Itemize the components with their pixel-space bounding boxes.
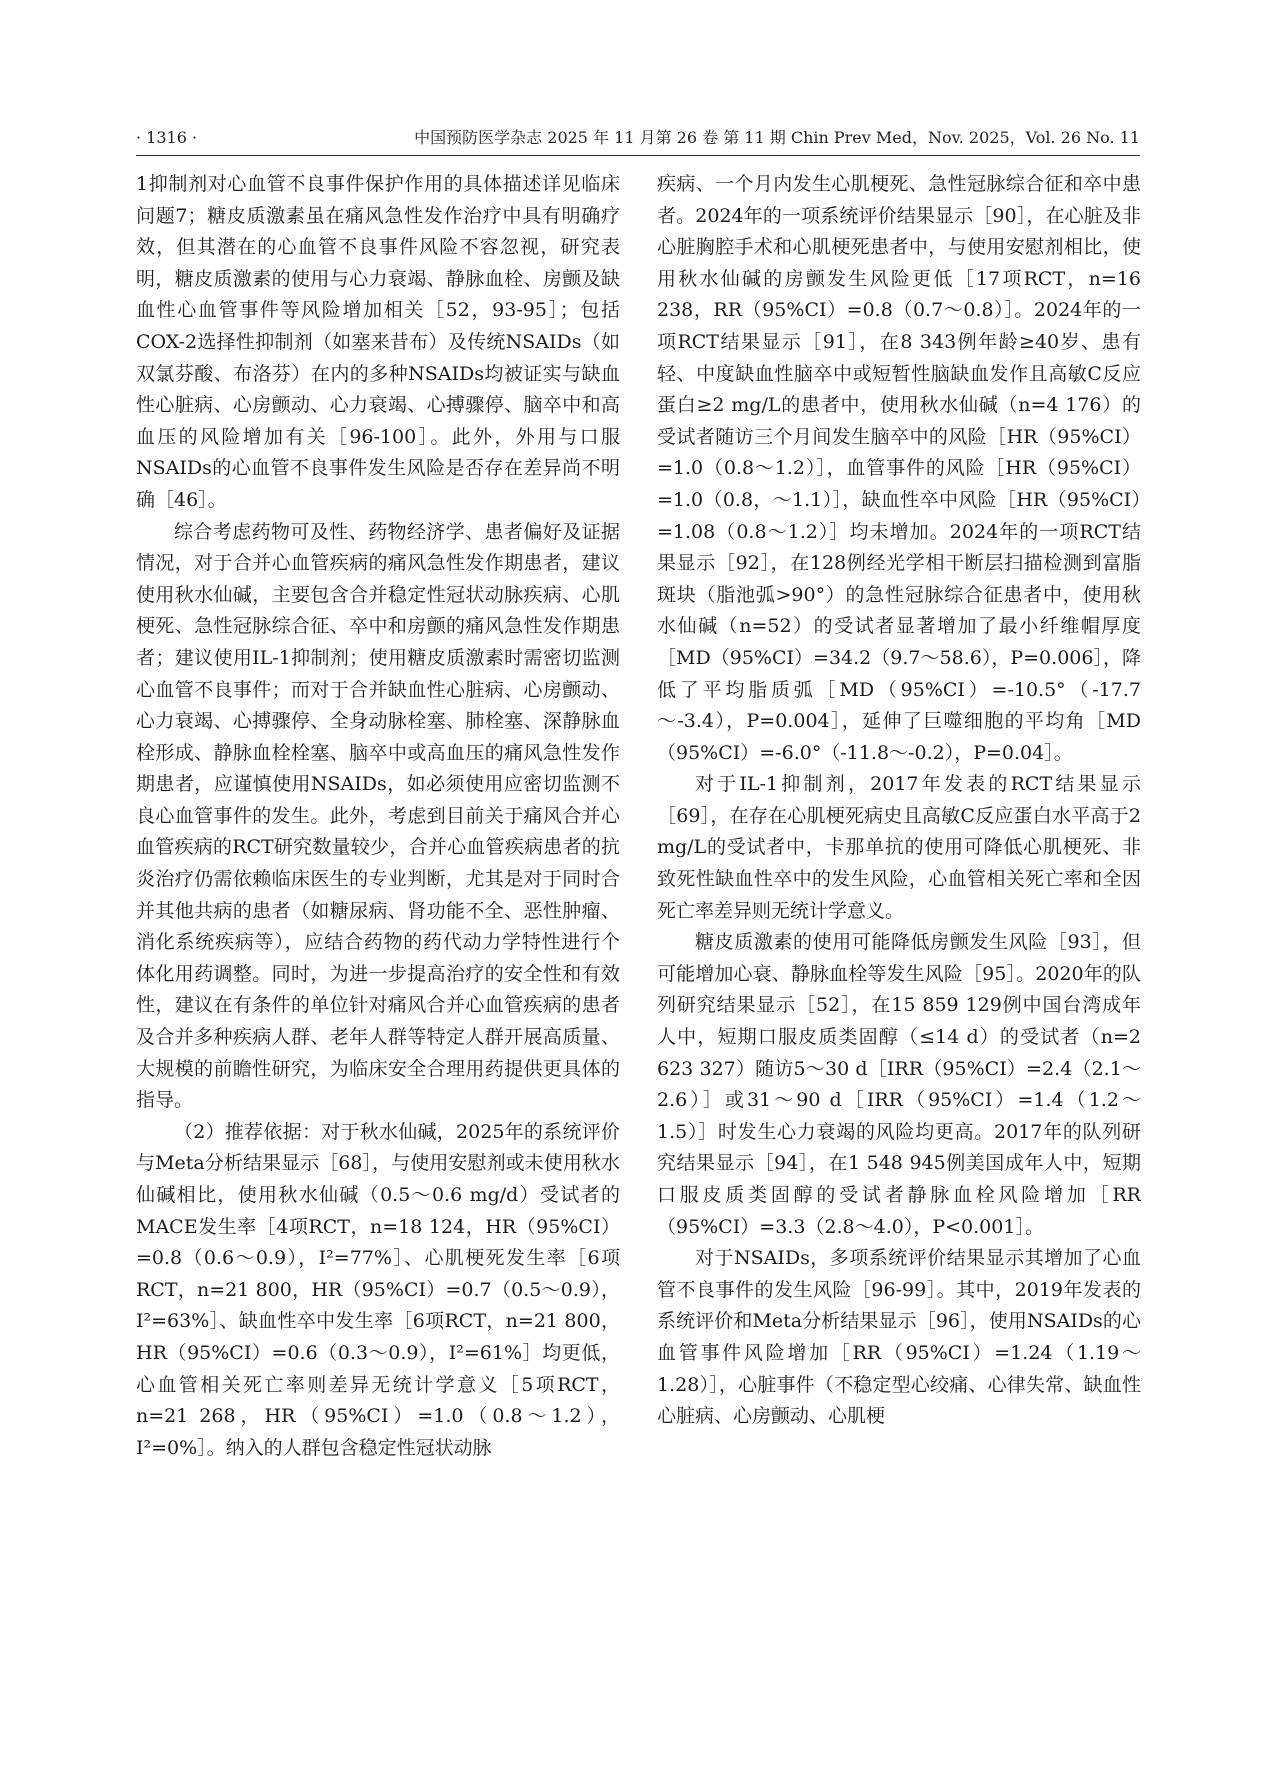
paragraph: （2）推荐依据：对于秋水仙碱，2025年的系统评价与Meta分析结果显示［68］，与使用安慰剂或未使用秋水仙碱相比，使用秋水仙碱（0.5～0.6 mg/d）受试者的MACE发生率［4项RCT，n=18 124，HR（95%CI）=0.8（0.6～0.9），I²=77%］、心肌梗死发生率［6项RCT，n=21 800，HR（95%CI）=0.7（0.5～0.9），I²=63%］、缺血性卒中发生率［6项RCT，n=21 800，HR（95%CI）=0.6（0.3～0.9），I²=61%］均更低，心血管相关死亡率则差异无统计学意义［5项RCT，n=21 268，HR（95%CI）=1.0（0.8～1.2），I²=0%］。纳入的人群包含稳定性冠状动脉 <box>136 1120 620 1459</box>
paragraph: 综合考虑药物可及性、药物经济学、患者偏好及证据情况，对于合并心血管疾病的痛风急性发作期患者，建议使用秋水仙碱，主要包含合并稳定性冠状动脉疾病、心肌梗死、急性冠脉综合征、卒中和房颤的痛风急性发作期患者；建议使用IL-1抑制剂；使用糖皮质激素时需密切监测心血管不良事件；而对于合并缺血性心脏病、心房颤动、心力衰竭、心搏骤停、全身动脉栓塞、肺栓塞、深静脉血栓形成、静脉血栓栓塞、脑卒中或高血压的痛风急性发作期患者，应谨慎使用NSAIDs，如必须使用应密切监测不良心血管事件的发生。此外，考虑到目前关于痛风合并心血管疾病的RCT研究数量较少，合并心血管疾病患者的抗炎治疗仍需依赖临床医生的专业判断，尤其是对于同时合并其他共病的患者（如糖尿病、肾功能不全、恶性肿瘤、消化系统疾病等），应结合药物的药代动力学特性进行个体化用药调整。同时，为进一步提高治疗的安全性和有效性，建议在有条件的单位针对痛风合并心血管疾病的患者及合并多种疾病人群、老年人群等特定人群开展高质量、大规模的前瞻性研究，为临床安全合理用药提供更具体的指导。 <box>136 520 620 1112</box>
paragraph: 糖皮质激素的使用可能降低房颤发生风险［93］，但可能增加心衰、静脉血栓等发生风险［95］。2020年的队列研究结果显示［52］，在15 859 129例中国台湾成年人中，短期口服皮质类固醇（≤14 d）的受试者（n=2 623 327）随访5～30 d［IRR（95%CI）=2.4（2.1～2.6）］或31～90 d［IRR（95%CI）=1.4（1.2～1.5）］时发生心力衰竭的风险均更高。2017年的队列研究结果显示［94］，在1 548 945例美国成年人中，短期口服皮质类固醇的受试者静脉血栓风险增加［RR（95%CI）=3.3（2.8～4.0），P<0.001］。 <box>657 931 1141 1238</box>
page-header <box>136 126 1140 150</box>
paragraph: 1抑制剂对心血管不良事件保护作用的具体描述详见临床问题7；糖皮质激素虽在痛风急性发作治疗中具有明确疗效，但其潜在的心血管不良事件风险不容忽视，研究表明，糖皮质激素的使用与心力衰竭、静脉血栓、房颤及缺血性心血管事件等风险增加相关［52，93-95］；包括COX-2选择性抑制剂（如塞来昔布）及传统NSAIDs（如双氯芬酸、布洛芬）在内的多种NSAIDs均被证实与缺血性心脏病、心房颤动、心力衰竭、心搏骤停、脑卒中和高血压的风险增加有关［96-100］。此外，外用与口服NSAIDs的心血管不良事件发生风险是否存在差异尚不明确［46］。 <box>136 173 620 511</box>
paragraph: 疾病、一个月内发生心肌梗死、急性冠脉综合征和卒中患者。2024年的一项系统评价结果显示［90］，在心脏及非心脏胸腔手术和心肌梗死患者中，与使用安慰剂相比，使用秋水仙碱的房颤发生风险更低［17项RCT，n=16 238，RR（95%CI）=0.8（0.7～0.8）］。2024年的一项RCT结果显示［91］，在8 343例年龄≥40岁、患有轻、中度缺血性脑卒中或短暂性脑缺血发作且高敏C反应蛋白≥2 mg/L的患者中，使用秋水仙碱（n=4 176）的受试者随访三个月间发生脑卒中的风险［HR（95%CI）=1.0（0.8～1.2）］，血管事件的风险［HR（95%CI）=1.0（0.8，～1.1）］，缺血性卒中风险［HR（95%CI）=1.08（0.8～1.2）］均未增加。2024年的一项RCT结果显示［92］，在128例经光学相干断层扫描检测到富脂斑块（脂池弧>90°）的急性冠脉综合征患者中，使用秋水仙碱（n=52）的受试者显著增加了最小纤维帽厚度［MD（95%CI）=34.2（9.7～58.6），P=0.006］，降低了平均脂质弧［MD（95%CI）=-10.5°（-17.7～-3.4），P=0.004］，延伸了巨噬细胞的平均角［MD（95%CI）=-6.0°（-11.8～-0.2），P=0.04］。 <box>657 173 1141 764</box>
left-column <box>136 169 620 1649</box>
paragraph: 对于IL-1抑制剂，2017年发表的RCT结果显示［69］，在存在心肌梗死病史且高敏C反应蛋白水平高于2 mg/L的受试者中，卡那单抗的使用可降低心肌梗死、非致死性缺血性卒中的发生风险，心血管相关死亡率和全因死亡率差异则无统计学意义。 <box>657 773 1141 922</box>
paragraph: 对于NSAIDs，多项系统评价结果显示其增加了心血管不良事件的发生风险［96-99］。其中，2019年发表的系统评价和Meta分析结果显示［96］，使用NSAIDs的心血管事件风险增加［RR（95%CI）=1.24（1.19～1.28）］，心脏事件（不稳定型心绞痛、心律失常、缺血性心脏病、心房颤动、心肌梗 <box>657 1247 1141 1428</box>
header-rule <box>136 155 1140 156</box>
page-number: · 1316 · <box>136 128 198 147</box>
running-head: 中国预防医学杂志 2025 年 11 月第 26 卷 第 11 期 Chin Prev Med，Nov. 2025，Vol. 26 No. 11 <box>414 128 1140 147</box>
right-column <box>657 169 1141 1649</box>
